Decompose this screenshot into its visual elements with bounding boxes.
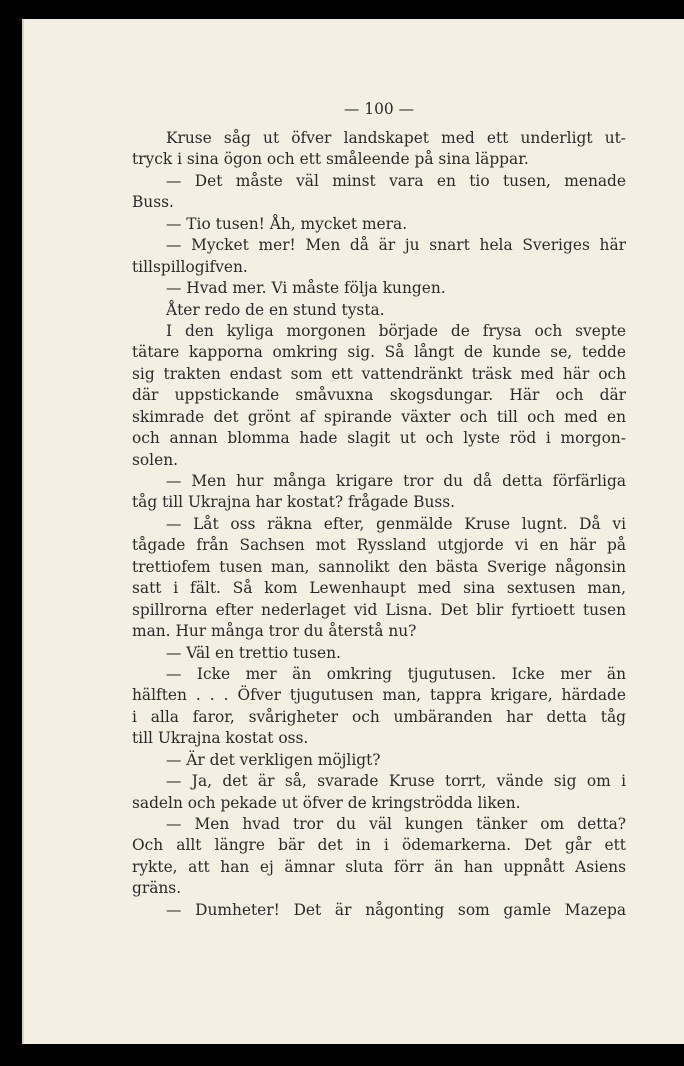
text-line: — Hvad mer. Vi måste följa kungen.	[166, 279, 446, 298]
text-line: — Det måste väl minst vara en tio tusen, menade	[166, 171, 626, 190]
text-line: satt i fält. Så kom Lewenhaupt med sina sextusen man,	[132, 579, 626, 598]
text-line: spillrorna efter nederlaget vid Lisna. Det blir fyrtioett tusen	[132, 600, 626, 619]
text-line: tillspillogifven.	[132, 257, 248, 276]
text-line: tryck i sina ögon och ett småleende på sina läppar.	[132, 150, 529, 169]
text-line: I den kyliga morgonen började de frysa och svepte	[166, 321, 626, 340]
text-line: sadeln och pekade ut öfver de kringströdda liken.	[132, 793, 521, 812]
text-line: gräns.	[132, 879, 182, 898]
text-line: — Dumheter! Det är någonting som gamle Mazepa	[166, 900, 626, 919]
text-line: i alla faror, svårigheter och umbäranden har detta tåg	[132, 707, 626, 726]
text-line: Buss.	[132, 193, 174, 212]
text-line: där uppstickande småvuxna skogsdungar. Här och där	[132, 386, 626, 405]
text-line: till Ukrajna kostat oss.	[132, 729, 309, 748]
text-line: — Men hur många krigare tror du då detta förfärliga	[166, 472, 626, 490]
text-line: hälften . . . Öfver tjugutusen man, tappra krigare, härdade	[132, 686, 626, 705]
text-line: tätare kapporna omkring sig. Så långt de kunde se, tedde	[132, 343, 626, 362]
text-line: skimrade det grönt af spirande växter och till och med en	[132, 407, 626, 426]
text-line: — Väl en trettio tusen.	[166, 643, 341, 662]
page-number: — 100 —	[344, 100, 414, 118]
text-line: man. Hur många tror du återstå nu?	[132, 622, 417, 641]
text-line: — Låt oss räkna efter, genmälde Kruse lugnt. Då vi	[166, 514, 626, 533]
text-line: rykte, att han ej ämnar sluta förr än han uppnått Asiens	[132, 857, 626, 876]
text-line: Och allt längre bär det in i ödemarkerna. Det går ett	[132, 836, 626, 855]
text-line: — Ja, det är så, svarade Kruse torrt, vände sig om i	[166, 772, 626, 791]
text-body	[132, 128, 626, 921]
text-line: — Icke mer än omkring tjugutusen. Icke mer än	[166, 664, 626, 683]
text-line: tåg till Ukrajna har kostat? frågade Buss.	[132, 493, 456, 512]
text-line: — Men hvad tror du väl kungen tänker om detta?	[166, 815, 626, 833]
text-line: tågade från Sachsen mot Ryssland utgjorde vi en här på	[132, 536, 626, 555]
page-text	[132, 99, 626, 921]
text-line: och annan blomma hade slagit ut och lyste röd i morgon-	[132, 429, 626, 448]
text-line: solen.	[132, 450, 178, 469]
text-line: trettiofem tusen man, sannolikt den bästa Sverige någonsin	[132, 557, 626, 576]
text-line: sig trakten endast som ett vattendränkt träsk med här och	[132, 364, 626, 383]
book-page	[22, 19, 684, 1044]
text-line: — Är det verkligen möjligt?	[166, 750, 381, 769]
text-line: — Mycket mer! Men då är ju snart hela Sveriges här	[166, 236, 626, 255]
text-line: — Tio tusen! Åh, mycket mera.	[166, 214, 408, 233]
text-line: Åter redo de en stund tysta.	[166, 300, 385, 319]
text-line: Kruse såg ut öfver landskapet med ett underligt ut-	[166, 129, 626, 147]
